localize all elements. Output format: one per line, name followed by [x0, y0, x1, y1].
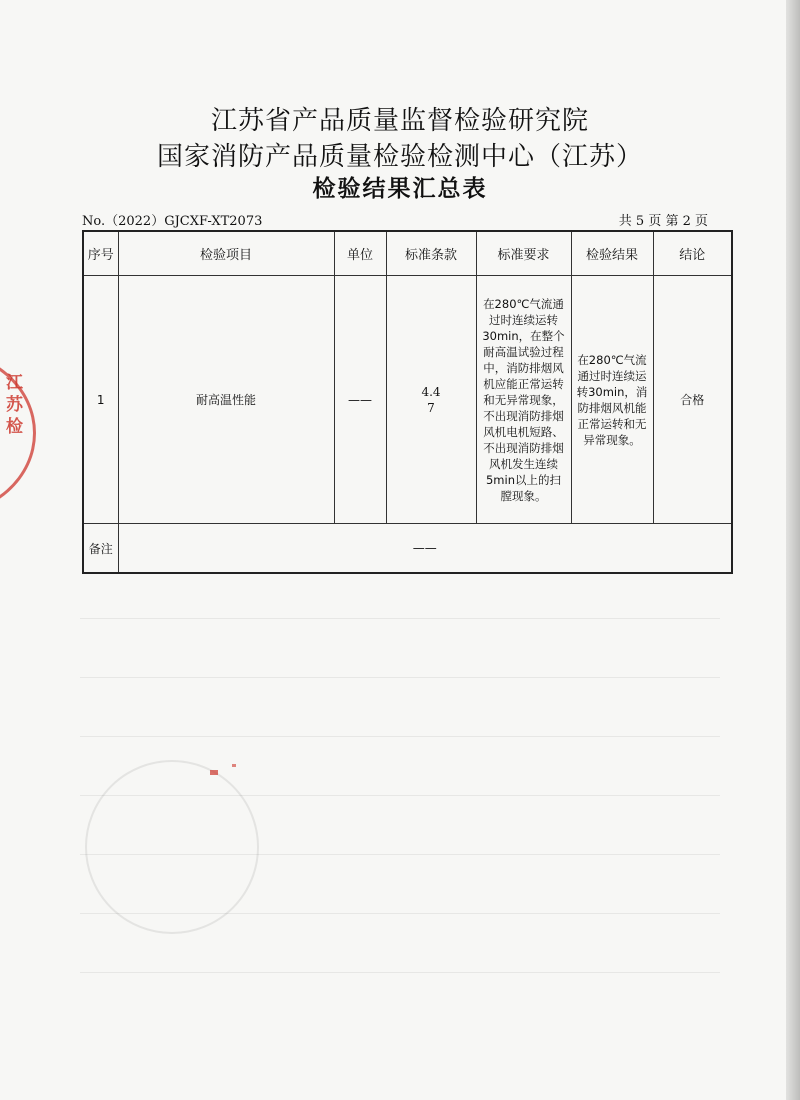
remark-label: 备注 [83, 524, 118, 574]
results-table [82, 230, 733, 574]
report-title: 检验结果汇总表 [312, 175, 488, 202]
red-ink-speck [232, 764, 236, 767]
bleed-through-seal [85, 760, 259, 934]
row-result-cell [571, 276, 653, 524]
col-header-item: 检验项目 [118, 231, 334, 276]
red-ink-speck [210, 770, 218, 775]
seal-glyphs: 江 苏 检 [6, 373, 23, 437]
col-header-unit: 单位 [334, 231, 386, 276]
col-header-conclusion: 结论 [653, 231, 732, 276]
red-seal-fragment [0, 350, 40, 510]
document-number: No.（2022）GJCXF-XT2073 [82, 214, 263, 229]
clause-line-2: 7 [427, 400, 435, 415]
col-header-no: 序号 [83, 231, 118, 276]
row-item: 耐高温性能 [118, 276, 334, 524]
col-header-result: 检验结果 [571, 231, 653, 276]
row-no: 1 [83, 276, 118, 524]
row-clause [386, 276, 476, 524]
row-conclusion: 合格 [653, 276, 732, 524]
table-header-row [83, 231, 732, 276]
center-title: 国家消防产品质量检验检测中心（江苏） [156, 142, 643, 172]
col-header-clause: 标准条款 [386, 231, 476, 276]
row-unit: —— [334, 276, 386, 524]
row-requirement: 在280℃气流通过时连续运转30min，在整个耐高温试验过程中，消防排烟风机应能正常运转和无异常现象，不出现消防排烟风机电机短路、不出现消防排烟风机发生连续5min以上的扫膛现象。 [482, 296, 565, 503]
page-info: 共 5 页 第 2 页 [618, 214, 708, 229]
row-result: 在280℃气流通过时连续运转30min，消防排烟风机能正常运转和无异常现象。 [576, 352, 648, 447]
clause-line-1: 4.4 [421, 384, 441, 399]
remark-value: —— [118, 524, 732, 574]
col-header-requirement: 标准要求 [476, 231, 571, 276]
institute-title: 江苏省产品质量监督检验研究院 [210, 106, 589, 136]
row-requirement-cell [476, 276, 571, 524]
remark-row [83, 524, 732, 574]
table-row [83, 276, 732, 524]
